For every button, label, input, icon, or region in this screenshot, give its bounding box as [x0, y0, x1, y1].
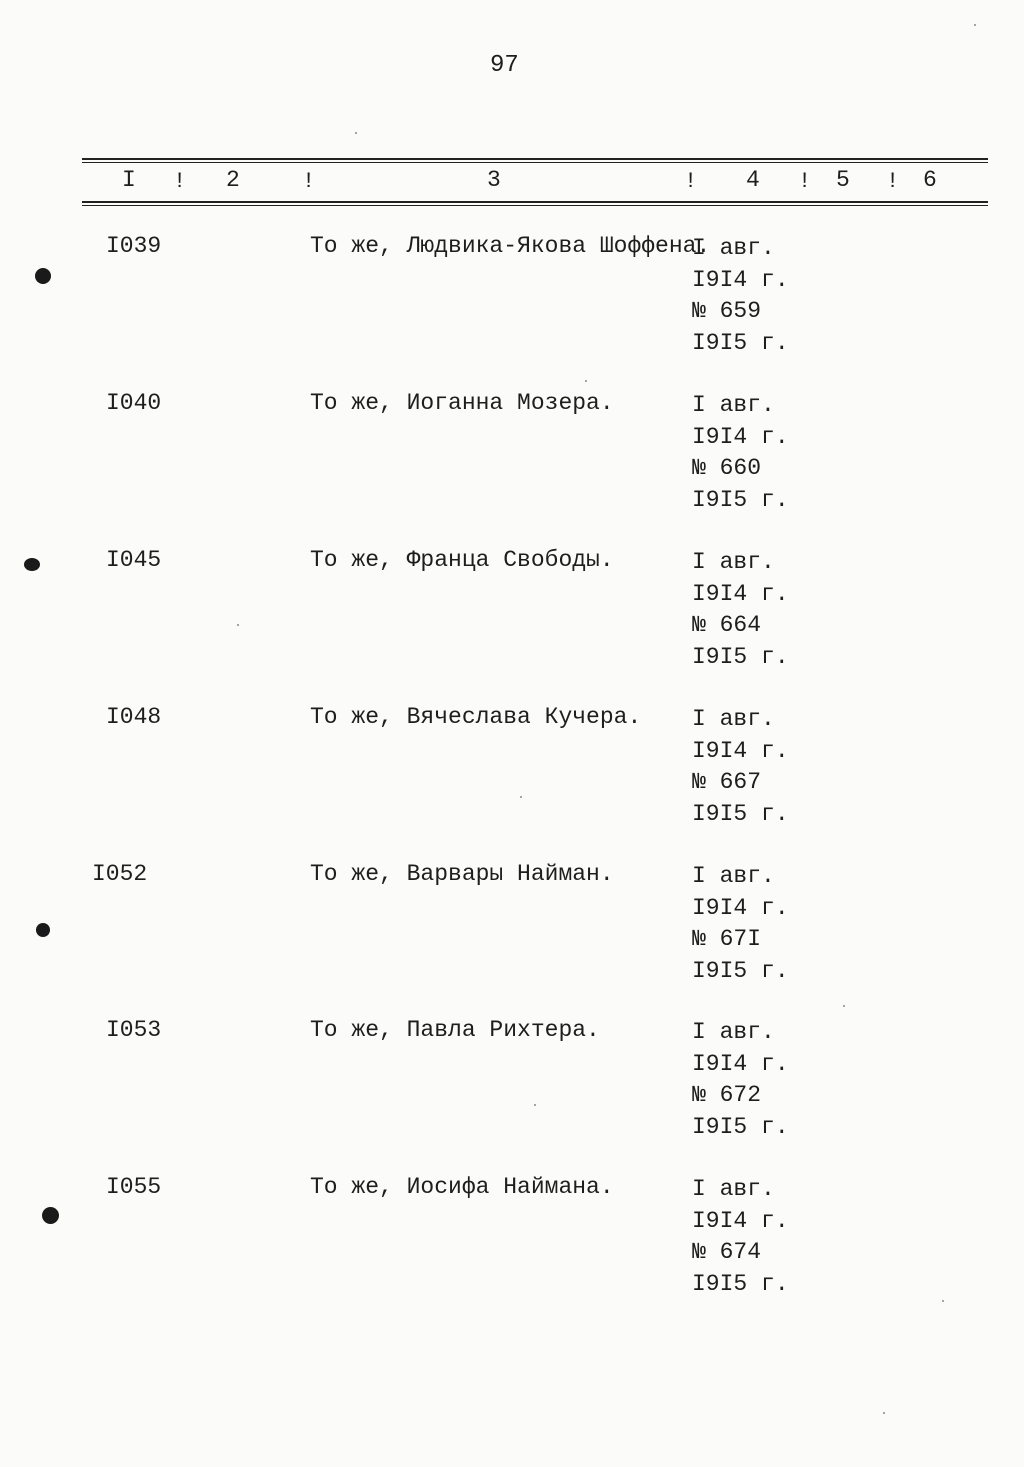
- record-dates: [692, 233, 789, 359]
- punch-hole-mark: [24, 558, 40, 571]
- year-end: I9I5 г.: [692, 1113, 789, 1140]
- table-row: [0, 390, 1024, 540]
- header-col-2: 2: [226, 167, 240, 193]
- year-start: I9I4 г.: [692, 1050, 789, 1077]
- record-description: То же, Франца Свободы.: [310, 547, 614, 573]
- case-number: № 672: [692, 1082, 762, 1108]
- date-start: I авг.: [692, 1019, 775, 1045]
- header-col-4: 4: [746, 167, 760, 193]
- table-row: [0, 1174, 1024, 1324]
- year-start: I9I4 г.: [692, 737, 789, 764]
- scan-speck: [355, 132, 357, 134]
- scan-speck: [520, 796, 522, 798]
- date-start: I авг.: [692, 1176, 775, 1202]
- header-separator: !: [886, 169, 900, 194]
- record-dates: [692, 1017, 789, 1143]
- case-number: № 659: [692, 298, 762, 324]
- record-number: I040: [106, 390, 162, 416]
- table-row: [0, 704, 1024, 854]
- scan-speck: [237, 624, 239, 626]
- record-dates: [692, 861, 789, 987]
- case-number: № 667: [692, 769, 762, 795]
- year-start: I9I4 г.: [692, 1207, 789, 1234]
- record-dates: [692, 1174, 789, 1300]
- case-number: № 664: [692, 612, 762, 638]
- header-bottom-rule: [82, 201, 988, 203]
- year-end: I9I5 г.: [692, 800, 789, 827]
- year-start: I9I4 г.: [692, 423, 789, 450]
- header-top-rule-thin: [82, 162, 988, 163]
- date-start: I авг.: [692, 235, 775, 261]
- record-dates: [692, 704, 789, 830]
- header-separator: !: [798, 169, 812, 194]
- date-start: I авг.: [692, 706, 775, 732]
- record-number: I052: [92, 861, 148, 887]
- scan-speck: [843, 1005, 845, 1007]
- punch-hole-mark: [42, 1207, 59, 1224]
- year-start: I9I4 г.: [692, 894, 789, 921]
- scan-speck: [883, 1412, 885, 1414]
- year-end: I9I5 г.: [692, 1270, 789, 1297]
- scan-speck: [974, 24, 976, 26]
- record-number: I039: [106, 233, 162, 259]
- record-description: То же, Павла Рихтера.: [310, 1017, 600, 1043]
- year-end: I9I5 г.: [692, 486, 789, 513]
- year-end: I9I5 г.: [692, 329, 789, 356]
- scan-speck: [534, 1104, 536, 1106]
- table-row: [0, 233, 1024, 383]
- header-separator: !: [173, 169, 187, 194]
- header-bottom-rule-thin: [82, 205, 988, 206]
- header-separator: !: [302, 169, 316, 194]
- case-number: № 67I: [692, 926, 762, 952]
- year-end: I9I5 г.: [692, 957, 789, 984]
- record-description: То же, Иоганна Мозера.: [310, 390, 614, 416]
- header-col-3: 3: [487, 167, 501, 193]
- record-description: То же, Иосифа Наймана.: [310, 1174, 614, 1200]
- record-number: I053: [106, 1017, 162, 1043]
- punch-hole-mark: [35, 268, 51, 284]
- year-start: I9I4 г.: [692, 580, 789, 607]
- scan-speck: [942, 1300, 944, 1302]
- scan-speck: [585, 380, 587, 382]
- header-top-rule: [82, 158, 988, 160]
- table-row: [0, 861, 1024, 1011]
- year-end: I9I5 г.: [692, 643, 789, 670]
- header-col-1: I: [122, 167, 136, 193]
- date-start: I авг.: [692, 392, 775, 418]
- case-number: № 660: [692, 455, 762, 481]
- record-description: То же, Вячеслава Кучера.: [310, 704, 642, 730]
- header-separator: !: [684, 169, 698, 194]
- year-start: I9I4 г.: [692, 266, 789, 293]
- case-number: № 674: [692, 1239, 762, 1265]
- record-number: I055: [106, 1174, 162, 1200]
- page-number: 97: [490, 52, 519, 79]
- record-number: I045: [106, 547, 162, 573]
- date-start: I авг.: [692, 549, 775, 575]
- header-col-6: 6: [923, 167, 937, 193]
- table-row: [0, 1017, 1024, 1167]
- record-description: То же, Людвика-Якова Шоффена.: [310, 233, 711, 259]
- date-start: I авг.: [692, 863, 775, 889]
- record-dates: [692, 390, 789, 516]
- table-row: [0, 547, 1024, 697]
- header-col-5: 5: [836, 167, 850, 193]
- record-number: I048: [106, 704, 162, 730]
- punch-hole-mark: [36, 923, 50, 937]
- record-dates: [692, 547, 789, 673]
- record-description: То же, Варвары Найман.: [310, 861, 614, 887]
